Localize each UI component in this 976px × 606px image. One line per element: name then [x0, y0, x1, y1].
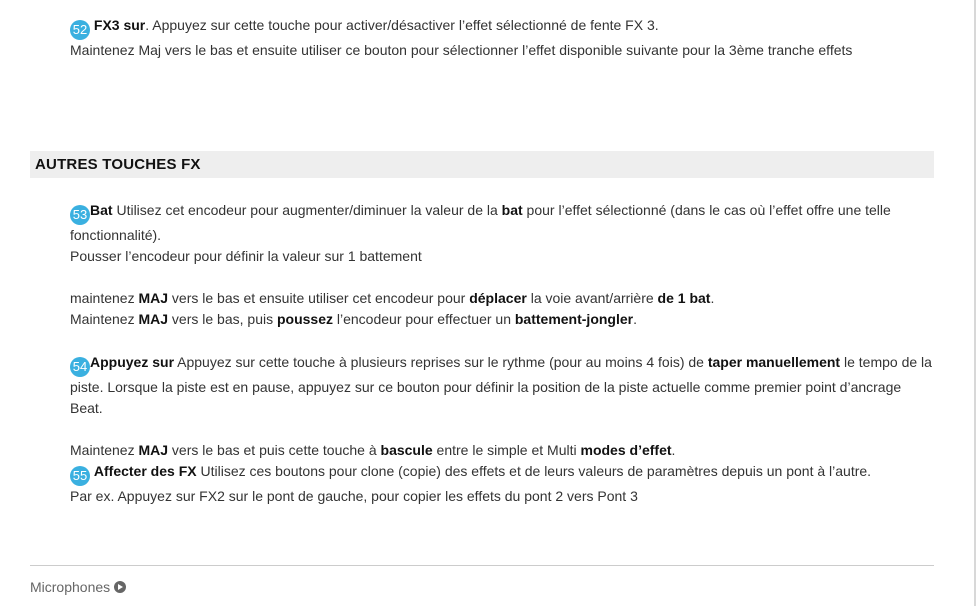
number-badge-54: 54 — [70, 357, 90, 377]
item-53-l4f: battement-jongler — [514, 311, 634, 327]
item-55 — [70, 461, 936, 507]
item-54-l2f: modes d’effet — [580, 442, 672, 458]
item-54 — [70, 352, 936, 461]
item-54-title: Appuyez sur — [90, 354, 175, 370]
item-52-title: FX3 sur — [93, 17, 146, 33]
item-54-l2d: bascule — [380, 442, 433, 458]
item-53-title: Bat — [90, 202, 113, 218]
item-53-l4c: vers le bas, puis — [168, 311, 277, 327]
number-badge-55: 55 — [70, 466, 90, 486]
item-52-line1 — [70, 15, 936, 40]
number-badge-52: 52 — [70, 20, 90, 40]
item-53-bold-bat: bat — [501, 202, 523, 218]
item-54-l2b: MAJ — [138, 442, 169, 458]
section-heading-bar — [30, 151, 934, 178]
item-55-text: Utilisez ces boutons pour clone (copie) des effets et de leurs valeurs de paramètres depuis un pont à l’autre. — [196, 463, 872, 479]
item-53-text-c: pour l’effet sélectionné (dans le cas où l’effet offre une telle fonctionnalité). — [70, 202, 891, 243]
item-53-l3c: vers le bas et ensuite utiliser cet encodeur pour — [168, 290, 470, 306]
item-53-l4b: MAJ — [138, 311, 169, 327]
section-heading: AUTRES TOUCHES FX — [35, 156, 201, 173]
item-54-l2e: entre le simple et Multi — [432, 442, 581, 458]
item-53-l3f: de 1 bat — [657, 290, 711, 306]
next-page-link[interactable] — [30, 579, 126, 595]
item-54-l2g: . — [671, 442, 676, 458]
chevron-right-circle-icon — [114, 581, 126, 593]
item-53-l3e: la voie avant/arrière — [526, 290, 658, 306]
item-53-l3g: . — [710, 290, 715, 306]
item-53-l4a: Maintenez — [70, 311, 139, 327]
item-53-line3 — [70, 288, 936, 309]
item-54-text-c: le tempo de la piste. Lorsque la piste est en pause, appuyez sur ce bouton pour définir la position de la piste actuelle comme premier point d’ancrage Beat. — [70, 354, 932, 416]
item-53-l3a: maintenez — [70, 290, 139, 306]
item-54-line2 — [70, 440, 936, 461]
item-53-l4e: l’encodeur pour effectuer un — [333, 311, 515, 327]
item-55-title: Affecter des FX — [93, 463, 197, 479]
number-badge-53: 53 — [70, 205, 90, 225]
item-53-l4g: . — [633, 311, 637, 327]
item-53-l4d: poussez — [276, 311, 333, 327]
item-55-line2: Par ex. Appuyez sur FX2 sur le pont de gauche, pour copier les effets du pont 2 vers Pont 3 — [70, 488, 638, 504]
item-54-text-a: Appuyez sur cette touche à plusieurs reprises sur le rythme (pour au moins 4 fois) de — [174, 354, 708, 370]
item-54-para1 — [70, 352, 936, 419]
item-52 — [70, 15, 936, 61]
item-54-l2a: Maintenez — [70, 442, 139, 458]
item-52-line2: Maintenez Maj vers le bas et ensuite utiliser ce bouton pour sélectionner l’effet disponible suivante pour la 3ème tranche effets — [70, 42, 853, 58]
item-53-l3d: déplacer — [469, 290, 527, 306]
item-53-l3b: MAJ — [138, 290, 169, 306]
item-54-l2c: vers le bas et puis cette touche à — [168, 442, 381, 458]
item-55-line1 — [70, 461, 936, 486]
item-53-text-a: Utilisez cet encodeur pour augmenter/diminuer la valeur de la — [112, 202, 502, 218]
footer-divider — [30, 565, 934, 566]
item-53-para1 — [70, 200, 936, 246]
item-54-bold-taper: taper manuellement — [707, 354, 841, 370]
item-53 — [70, 200, 936, 330]
item-53-line2: Pousser l’encodeur pour définir la valeur sur 1 battement — [70, 248, 422, 264]
item-52-text: . Appuyez sur cette touche pour activer/désactiver l’effet sélectionné de fente FX 3. — [145, 17, 659, 33]
next-page-label: Microphones — [30, 579, 111, 595]
item-53-line4 — [70, 309, 936, 330]
